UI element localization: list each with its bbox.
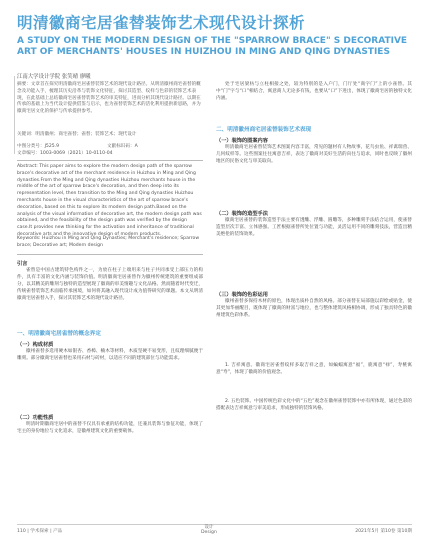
- keywords-english: Keywords: Huizhou in Ming and Qing Dynasties; Merchant's residence; Sparrow brace; Decorative art; Modern design: [17, 236, 200, 248]
- section2-body4: 1. 吉祥寓意。徽商宅居雀替纹样多取吉祥之意，如蝙蝠寓意“福”，鹿寓意“禄”，寿桃寓意“寿”，体现了徽商的价值观念。: [216, 363, 412, 375]
- section1-heading: 一、明清徽商宅居雀替的概念界定: [17, 331, 101, 337]
- section2-heading: 二、明清徽州商宅居雀替装饰艺术表现: [216, 127, 312, 133]
- section2-body2: 徽商宅居雀替的装饰造型手法主要有透雕、浮雕、圆雕等，多种雕刻手法结合运用，使雀替造型层次丰富、立体感强。工匠根据雀替所处位置与功能，灵活运用不同的雕刻技法，营造出精美绝伦的装饰效果。: [216, 218, 412, 237]
- keywords-chinese: 关键词：明清徽州；商宅雀替；雀替；装饰艺术；现代设计: [17, 132, 137, 137]
- footer-right: 2021年5月 第10卷 第10期: [355, 529, 412, 534]
- intro-body: 雀替是中国古建筑特色构件之一，为放在柱子上端用来与柱子共同承受上部压力的构件，具有丰富的文化内涵与装饰价值。明清徽商宅居雀替作为徽州传统建筑的重要组成部分，以其精美的雕刻与独特的造型展现了徽商的审美情趣与文化品格。然而随着时代变迁，传统雀替装饰艺术面临传承困境，如何将其融入现代设计成为值得研究的课题。本文从明清徽商宅居雀替入手，探讨其装饰艺术的现代设计路径。: [17, 268, 203, 301]
- clc-number: 中图分类号：J525.9: [17, 144, 60, 149]
- section1-sub2: （二）功能性质: [17, 415, 54, 421]
- section1-body2: 明清时期徽商宅居中的雀替不仅具有承重的结构功能，还兼具装饰与象征功能，体现了宅主的身份地位与文化追求，是徽州建筑文化的重要载体。: [17, 422, 203, 434]
- right-para-top: 处于宅居梁枋与立柱相接之处，较为特别的是入户门，门厅处“商字门”上的小雀替。其中“门”字与“口”相结合，寓意商人无论多有钱，也要从“口”下进出，体现了徽商宅居的独特文化内涵。: [216, 82, 412, 101]
- article-number: 文章编号：1003-0069（2021）10-0110-04: [17, 151, 113, 156]
- page-footer: [17, 525, 412, 538]
- section2-sub1: （一）装饰的图案内容: [216, 138, 268, 144]
- footer-journal-cn: 设计: [204, 525, 214, 530]
- title-chinese: 明清徽商宅居雀替装饰艺术现代设计探析: [17, 14, 306, 32]
- abstract-chinese: 摘要：文章首在探究明清徽商宅居雀替装饰艺术的现代设计路径。从明清徽州商宅雀替的概念及功能入手，梳理其历史沿革与装饰文化特征，探讨其造型、纹样与色彩的装饰艺术表现，在此基础上总结徽商宅居雀替装饰艺术的审美特征，进而分析其现代设计路径。以期在传承的基础上为当代设计提供借鉴与启示，也为雀替装饰艺术的活化利用提供新思路，并为徽商宅居文化的保护与传承提供参考。: [17, 82, 201, 115]
- section2-sub3: （三）装饰的色彩运用: [216, 292, 268, 298]
- intro-heading: 引言: [17, 261, 28, 267]
- article-meta: [17, 143, 203, 157]
- section1-body1: 徽州雀替多选用硬木如银杏、香樟、楠木等材料，木质坚硬不易变形，且纹理细腻便于雕刻。部分徽商宅居雀替也采用石材与砖材，以适应不同的建筑部位与功能需求。: [17, 349, 203, 361]
- document-code: 文献标识码：A: [107, 144, 138, 149]
- footer-journal-en: Design: [201, 530, 217, 536]
- section2-body1: 明清徽商宅居雀替装饰艺术图案内容丰富，常见的题材有人物故事、花鸟虫鱼、祥禽瑞兽、几何纹样等。这些图案往往寓意吉祥，表达了徽商对美好生活的向往与追求，同时也反映了徽州地区的民俗文化与审美取向。: [216, 145, 412, 164]
- footer-left: 110 | 学术探索 | 产品: [17, 529, 63, 534]
- section2-body5: 2. 五色装饰。中国传统色彩文化中的“五色”观念在徽州雀替装饰中亦有所体现，通过色彩的搭配表达吉祥寓意与审美追求，形成独特的装饰风格。: [216, 399, 412, 411]
- footer-journal: [201, 525, 217, 535]
- abstract-english: Abstract: This paper aims to explore the modern design path of the sparrow brace's decorative art of the merchant residence in Huizhou in Ming and Qing dynasties.From the Ming and Qing dynasties Huizhou merchants house in the middle of the art of sparrow brace's decoration, and then deep into its representation level, then transition to the Ming and Qing dynasties Huizhou merchants house in the visual characteristics of the art of sparrow brace's decoration, based on this to explore its modern design path.Based on the analysis of the visual information of decorative art, the modern design path was obtained, and the feasibility of the design path was verified by the design case.It provides new thinking for the activation and inheritance of traditional decorative arts and the innovative design of modern products.: [17, 164, 202, 237]
- divider: [17, 254, 203, 255]
- title-english: A STUDY ON THE MODERN DESIGN OF THE "SPARROW BRACE" S DECORATIVE ART OF MERCHANTS' HOUSES IN HUIZHOU IN MING AND QING DYNASTIES: [17, 36, 408, 57]
- divider: [17, 160, 203, 161]
- section2-sub2: （二）装饰的造型手法: [216, 211, 268, 217]
- authors-line: 江南大学设计学院 张笑晴 廖曦: [17, 74, 91, 80]
- section2-body3: 徽州雀替多保持木材的原色，体现出质朴自然的风格。部分雀替在局部施以彩绘或贴金，使其更加华丽醒目，既体现了徽商的财富与地位，也与整体建筑风格相协调，形成了独具特色的徽州建筑色彩体系。: [216, 299, 412, 318]
- section1-sub1: （一）构成材质: [17, 342, 54, 348]
